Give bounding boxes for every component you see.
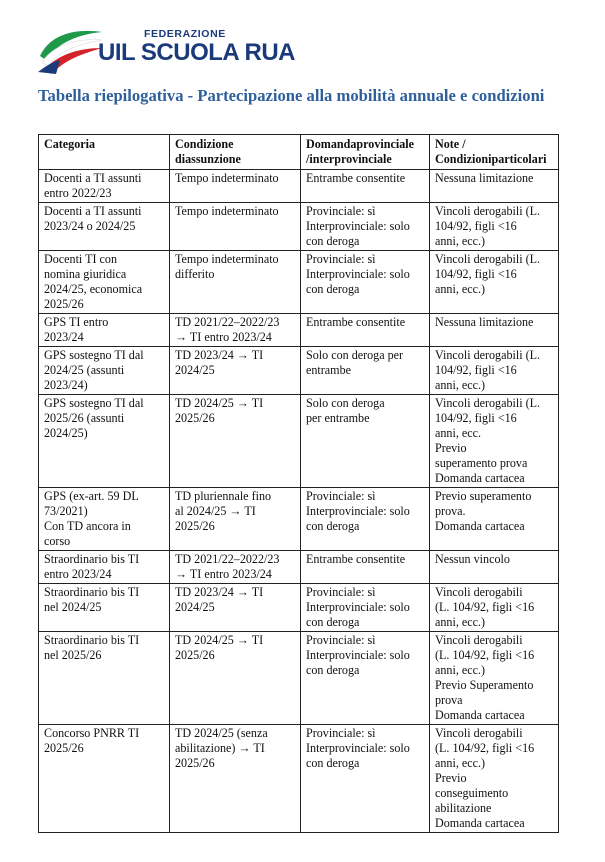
table-cell-categoria: [39, 251, 170, 314]
table-cell-categoria: [39, 725, 170, 833]
column-header-note: [430, 135, 559, 170]
cell-line: conseguimento: [435, 786, 509, 800]
summary-table: [38, 134, 559, 833]
table-cell-note: [430, 314, 559, 347]
cell-line: Categoria: [44, 137, 96, 151]
cell-line: Nessuna limitazione: [435, 315, 534, 329]
table-cell-domanda: [301, 551, 430, 584]
cell-line: Domanda cartacea: [435, 471, 525, 485]
table-cell-categoria: [39, 347, 170, 395]
table-cell-note: [430, 551, 559, 584]
table-cell-condizione: [170, 203, 301, 251]
cell-line: GPS sostegno TI dal: [44, 396, 144, 410]
table-row: [39, 203, 559, 251]
cell-line: anni, ecc.): [435, 234, 486, 248]
uil-scuola-logo: [36, 22, 295, 78]
cell-line: con deroga: [306, 234, 360, 248]
cell-line: 2025/26: [175, 411, 215, 425]
cell-line: Interprovinciale: solo: [306, 504, 410, 518]
table-body: [39, 170, 559, 833]
cell-line: entro 2022/23: [44, 186, 112, 200]
table-cell-note: [430, 632, 559, 725]
cell-line: Vincoli derogabili (L.: [435, 348, 541, 362]
table-cell-categoria: [39, 551, 170, 584]
cell-line: → TI entro 2023/24: [175, 330, 272, 344]
cell-line: 2025/26: [175, 519, 215, 533]
cell-line: Docenti a TI assunti: [44, 204, 142, 218]
cell-line: 2023/24 o 2024/25: [44, 219, 136, 233]
cell-line: Vincoli derogabili (L.: [435, 252, 541, 266]
cell-line: TD 2024/25 (senza: [175, 726, 268, 740]
table-cell-domanda: [301, 395, 430, 488]
table-cell-note: [430, 170, 559, 203]
cell-line: 2025/26: [175, 648, 215, 662]
cell-line: prova: [435, 693, 463, 707]
cell-line: TD 2024/25 → TI: [175, 396, 264, 410]
cell-line: al 2024/25 → TI: [175, 504, 256, 518]
cell-line: 104/92, figli <16: [435, 411, 517, 425]
cell-line: Con TD ancora in: [44, 519, 131, 533]
table-row: [39, 488, 559, 551]
cell-line: differito: [175, 267, 215, 281]
cell-line: 2023/24: [44, 330, 84, 344]
table-cell-condizione: [170, 488, 301, 551]
table-cell-domanda: [301, 725, 430, 833]
cell-line: particolari: [491, 152, 547, 166]
cell-line: Provinciale: sì: [306, 633, 376, 647]
table-cell-note: [430, 251, 559, 314]
cell-line: GPS TI entro: [44, 315, 109, 329]
cell-line: 2023/24): [44, 378, 88, 392]
cell-line: prova.: [435, 504, 466, 518]
cell-line: Interprovinciale: solo: [306, 219, 410, 233]
table-cell-categoria: [39, 170, 170, 203]
table-header-row: [39, 135, 559, 170]
cell-line: con deroga: [306, 615, 360, 629]
column-header-categoria: [39, 135, 170, 170]
table-row: [39, 584, 559, 632]
cell-line: TD 2021/22–2022/23: [175, 552, 280, 566]
logo-federazione-text: FEDERAZIONE: [144, 28, 226, 40]
table-row: [39, 251, 559, 314]
cell-line: anni, ecc.): [435, 378, 486, 392]
cell-line: Provinciale: sì: [306, 585, 376, 599]
table-cell-domanda: [301, 632, 430, 725]
cell-line: TD pluriennale fino: [175, 489, 272, 503]
table-row: [39, 347, 559, 395]
table-cell-domanda: [301, 584, 430, 632]
cell-line: provinciale /: [306, 137, 414, 166]
cell-line: Interprovinciale: solo: [306, 741, 410, 755]
cell-line: Previo: [435, 771, 467, 785]
cell-line: Domanda cartacea: [435, 519, 525, 533]
table-cell-condizione: [170, 632, 301, 725]
cell-line: Docenti a TI assunti: [44, 171, 142, 185]
table-cell-note: [430, 725, 559, 833]
cell-line: nel 2024/25: [44, 600, 102, 614]
cell-line: Tempo indeterminato: [175, 252, 279, 266]
cell-line: 2025/26: [175, 756, 215, 770]
cell-line: GPS sostegno TI dal: [44, 348, 144, 362]
cell-line: Straordinario bis TI: [44, 633, 140, 647]
table-row: [39, 170, 559, 203]
cell-line: anni, ecc.): [435, 615, 486, 629]
flag-swoosh-icon: [36, 26, 106, 76]
cell-line: TD 2024/25 → TI: [175, 633, 264, 647]
cell-line: GPS (ex-art. 59 DL: [44, 489, 139, 503]
cell-line: (L. 104/92, figli <16: [435, 741, 535, 755]
table-cell-categoria: [39, 488, 170, 551]
table-cell-condizione: [170, 314, 301, 347]
column-header-condizione: [170, 135, 301, 170]
table-cell-note: [430, 488, 559, 551]
cell-line: Entrambe consentite: [306, 315, 406, 329]
cell-line: Nessun vincolo: [435, 552, 510, 566]
cell-line: nomina giuridica: [44, 267, 127, 281]
table-row: [39, 395, 559, 488]
table-cell-domanda: [301, 170, 430, 203]
cell-line: entro 2023/24: [44, 567, 112, 581]
table-cell-note: [430, 395, 559, 488]
cell-line: Vincoli derogabili: [435, 726, 523, 740]
cell-line: corso: [44, 534, 71, 548]
column-header-domanda: [301, 135, 430, 170]
table-cell-condizione: [170, 725, 301, 833]
cell-line: Vincoli derogabili (L.: [435, 396, 541, 410]
table-cell-categoria: [39, 314, 170, 347]
cell-line: per entrambe: [306, 411, 370, 425]
cell-line: Previo: [435, 441, 467, 455]
cell-line: superamento prova: [435, 456, 528, 470]
cell-line: abilitazione: [435, 801, 492, 815]
cell-line: Provinciale: sì: [306, 726, 376, 740]
cell-line: 2025/26 (assunti: [44, 411, 125, 425]
cell-line: Note / Condizioni: [435, 137, 492, 166]
cell-line: con deroga: [306, 663, 360, 677]
cell-line: 2024/25, economica: [44, 282, 143, 296]
cell-line: anni, ecc.): [435, 663, 486, 677]
table-cell-domanda: [301, 488, 430, 551]
table-cell-condizione: [170, 170, 301, 203]
cell-line: Tempo indeterminato: [175, 204, 279, 218]
cell-line: 104/92, figli <16: [435, 219, 517, 233]
cell-line: 2024/25: [175, 363, 215, 377]
cell-line: Straordinario bis TI: [44, 552, 140, 566]
cell-line: nel 2025/26: [44, 648, 102, 662]
cell-line: (L. 104/92, figli <16: [435, 600, 535, 614]
table-cell-condizione: [170, 347, 301, 395]
cell-line: Previo superamento: [435, 489, 532, 503]
cell-line: Interprovinciale: solo: [306, 267, 410, 281]
table-cell-categoria: [39, 203, 170, 251]
cell-line: interprovinciale: [309, 152, 392, 166]
cell-line: con deroga: [306, 756, 360, 770]
table-cell-condizione: [170, 584, 301, 632]
cell-line: Solo con deroga: [306, 396, 385, 410]
cell-line: Entrambe consentite: [306, 552, 406, 566]
table-cell-condizione: [170, 395, 301, 488]
cell-line: Domanda: [306, 137, 357, 151]
cell-line: Vincoli derogabili: [435, 585, 523, 599]
cell-line: 104/92, figli <16: [435, 267, 517, 281]
cell-line: Domanda cartacea: [435, 816, 525, 830]
cell-line: TD 2021/22–2022/23: [175, 315, 280, 329]
cell-line: TD 2023/24 → TI: [175, 585, 264, 599]
page-title: Tabella riepilogativa - Partecipazione alla mobilità annuale e condizioni: [38, 86, 545, 105]
cell-line: Provinciale: sì: [306, 204, 376, 218]
cell-line: 104/92, figli <16: [435, 363, 517, 377]
table-cell-note: [430, 203, 559, 251]
table-cell-domanda: [301, 203, 430, 251]
cell-line: Docenti TI con: [44, 252, 117, 266]
table-cell-note: [430, 347, 559, 395]
cell-line: Provinciale: sì: [306, 489, 376, 503]
cell-line: Straordinario bis TI: [44, 585, 140, 599]
cell-line: Domanda cartacea: [435, 708, 525, 722]
table-cell-domanda: [301, 347, 430, 395]
cell-line: Concorso PNRR TI: [44, 726, 140, 740]
cell-line: con deroga: [306, 282, 360, 296]
table-cell-note: [430, 584, 559, 632]
table-cell-categoria: [39, 395, 170, 488]
cell-line: 2025/26: [44, 297, 84, 311]
cell-line: abilitazione) → TI: [175, 741, 265, 755]
cell-line: Interprovinciale: solo: [306, 600, 410, 614]
cell-line: 2024/25: [175, 600, 215, 614]
cell-line: Solo con deroga per: [306, 348, 404, 362]
cell-line: TD 2023/24 → TI: [175, 348, 264, 362]
table-cell-categoria: [39, 632, 170, 725]
table-cell-domanda: [301, 314, 430, 347]
cell-line: 2025/26: [44, 741, 84, 755]
table-cell-categoria: [39, 584, 170, 632]
table-row: [39, 314, 559, 347]
table-row: [39, 551, 559, 584]
cell-line: entrambe: [306, 363, 351, 377]
cell-line: anni, ecc.: [435, 426, 481, 440]
table-cell-condizione: [170, 551, 301, 584]
cell-line: anni, ecc.): [435, 282, 486, 296]
cell-line: anni, ecc.): [435, 756, 486, 770]
cell-line: (L. 104/92, figli <16: [435, 648, 535, 662]
cell-line: Interprovinciale: solo: [306, 648, 410, 662]
cell-line: Condizione di: [175, 137, 234, 166]
cell-line: → TI entro 2023/24: [175, 567, 272, 581]
cell-line: Previo Superamento: [435, 678, 534, 692]
cell-line: assunzione: [185, 152, 241, 166]
cell-line: Entrambe consentite: [306, 171, 406, 185]
cell-line: con deroga: [306, 519, 360, 533]
cell-line: Tempo indeterminato: [175, 171, 279, 185]
logo-brand-name: UIL SCUOLA RUA: [98, 39, 295, 66]
table-row: [39, 632, 559, 725]
cell-line: 2024/25 (assunti: [44, 363, 125, 377]
table-cell-domanda: [301, 251, 430, 314]
cell-line: Vincoli derogabili: [435, 633, 523, 647]
cell-line: Nessuna limitazione: [435, 171, 534, 185]
cell-line: Vincoli derogabili (L.: [435, 204, 541, 218]
table-row: [39, 725, 559, 833]
cell-line: Provinciale: sì: [306, 252, 376, 266]
cell-line: 73/2021): [44, 504, 88, 518]
cell-line: 2024/25): [44, 426, 88, 440]
table-cell-condizione: [170, 251, 301, 314]
